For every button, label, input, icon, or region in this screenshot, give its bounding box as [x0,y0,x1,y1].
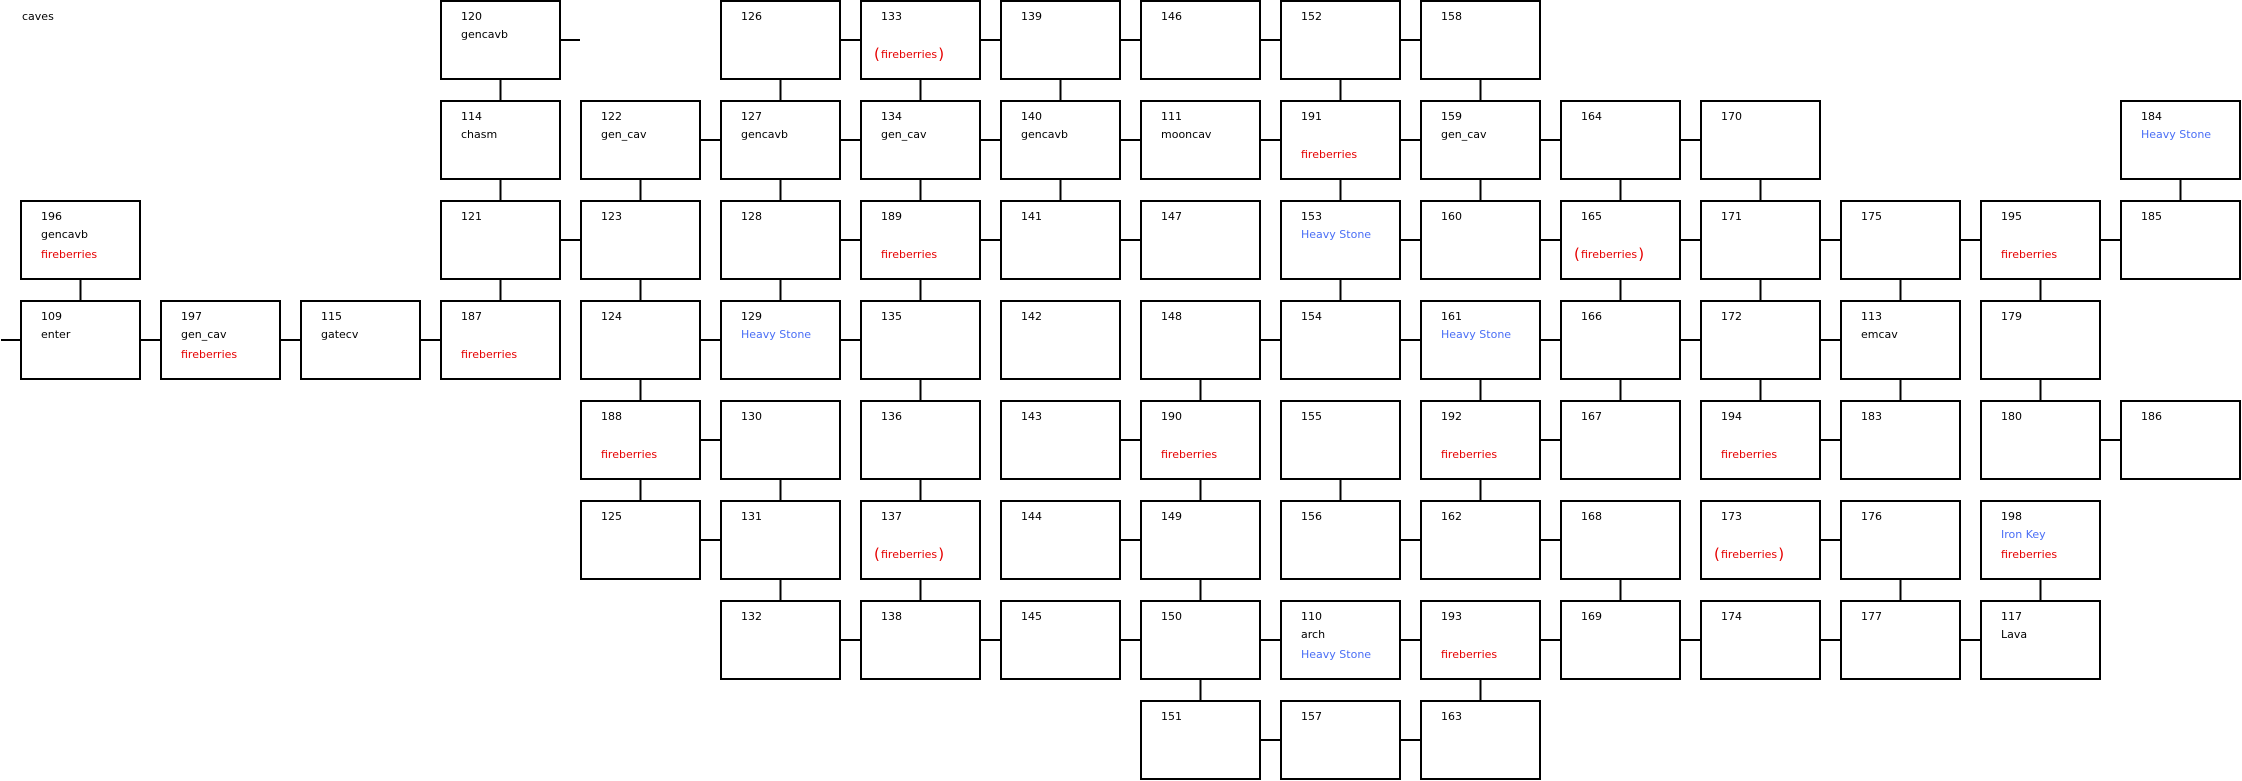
room-number: 135 [881,310,902,323]
room-type-label: gen_cav [1441,128,1487,141]
room-146 [1140,0,1261,80]
room-number: 145 [1021,610,1042,623]
key-item-label: Heavy Stone [1301,648,1372,661]
room-160 [1420,200,1541,280]
room-number: 189 [881,210,902,223]
room-183 [1840,400,1961,480]
room-type-label: gen_cav [601,128,647,141]
room-number: 154 [1301,310,1322,323]
item-label: ( fireberries ) [1721,548,1777,561]
room-number: 130 [741,410,762,423]
room-135 [860,300,981,380]
room-type-label: gatecv [321,328,359,341]
room-133 [860,0,981,80]
room-126 [720,0,841,80]
room-number: 159 [1441,110,1462,123]
room-128 [720,200,841,280]
item-label: fireberries [41,248,98,261]
room-151 [1140,700,1261,780]
room-number: 134 [881,110,902,123]
room-number: 127 [741,110,762,123]
room-number: 172 [1721,310,1742,323]
item-label: fireberries [461,348,518,361]
room-184 [2120,100,2241,180]
room-194 [1700,400,1821,480]
room-159 [1420,100,1541,180]
room-142 [1000,300,1121,380]
room-number: 115 [321,310,342,323]
room-number: 147 [1161,210,1182,223]
room-number: 175 [1861,210,1882,223]
item-label: fireberries [2001,248,2058,261]
item-label: ( fireberries ) [1581,248,1637,261]
room-number: 161 [1441,310,1462,323]
room-163 [1420,700,1541,780]
room-139 [1000,0,1121,80]
room-170 [1700,100,1821,180]
room-type-label: gen_cav [181,328,227,341]
room-type-label: gencavb [41,228,89,241]
room-number: 126 [741,10,762,23]
room-type-label: emcav [1861,328,1898,341]
room-number: 141 [1021,210,1042,223]
room-189 [860,200,981,280]
room-number: 186 [2141,410,2162,423]
room-number: 129 [741,310,762,323]
item-label: ( fireberries ) [881,48,937,61]
room-156 [1280,500,1401,580]
room-196 [20,200,141,280]
room-number: 162 [1441,510,1462,523]
room-145 [1000,600,1121,680]
room-type-label: gencavb [461,28,509,41]
item-label: fireberries [1161,448,1218,461]
key-item-label: Heavy Stone [741,328,812,341]
room-number: 153 [1301,210,1322,223]
room-198 [1980,500,2101,580]
room-149 [1140,500,1261,580]
room-157 [1280,700,1401,780]
room-number: 166 [1581,310,1602,323]
room-171 [1700,200,1821,280]
room-109 [20,300,141,380]
room-180 [1980,400,2101,480]
room-number: 137 [881,510,902,523]
room-179 [1980,300,2101,380]
room-121 [440,200,561,280]
room-165 [1560,200,1681,280]
room-185 [2120,200,2241,280]
item-label: fireberries [1721,448,1778,461]
room-number: 155 [1301,410,1322,423]
room-number: 148 [1161,310,1182,323]
room-141 [1000,200,1121,280]
room-number: 158 [1441,10,1462,23]
room-number: 150 [1161,610,1182,623]
room-125 [580,500,701,580]
room-number: 174 [1721,610,1742,623]
room-number: 197 [181,310,202,323]
room-number: 190 [1161,410,1182,423]
room-number: 168 [1581,510,1602,523]
room-124 [580,300,701,380]
room-143 [1000,400,1121,480]
room-number: 113 [1861,310,1882,323]
room-number: 117 [2001,610,2022,623]
room-type-label: gen_cav [881,128,927,141]
room-number: 167 [1581,410,1602,423]
item-label: fireberries [1441,448,1498,461]
room-176 [1840,500,1961,580]
room-number: 124 [601,310,622,323]
room-190 [1140,400,1261,480]
room-number: 193 [1441,610,1462,623]
diagram-title: caves [22,10,54,23]
room-173 [1700,500,1821,580]
room-number: 146 [1161,10,1182,23]
room-number: 149 [1161,510,1182,523]
room-number: 176 [1861,510,1882,523]
room-number: 110 [1301,610,1322,623]
item-label: fireberries [1301,148,1358,161]
room-113 [1840,300,1961,380]
room-123 [580,200,701,280]
item-label: fireberries [181,348,238,361]
room-number: 136 [881,410,902,423]
key-item-label: Heavy Stone [1441,328,1512,341]
room-number: 177 [1861,610,1882,623]
room-114 [440,100,561,180]
room-147 [1140,200,1261,280]
room-132 [720,600,841,680]
room-number: 195 [2001,210,2022,223]
item-label: fireberries [2001,548,2058,561]
room-134 [860,100,981,180]
room-number: 138 [881,610,902,623]
room-193 [1420,600,1541,680]
room-number: 165 [1581,210,1602,223]
room-120 [440,0,561,80]
room-number: 152 [1301,10,1322,23]
item-label: fireberries [601,448,658,461]
room-number: 140 [1021,110,1042,123]
room-167 [1560,400,1681,480]
room-144 [1000,500,1121,580]
room-type-label: arch [1301,628,1326,641]
room-type-label: chasm [461,128,498,141]
room-number: 125 [601,510,622,523]
room-155 [1280,400,1401,480]
room-number: 122 [601,110,622,123]
room-number: 169 [1581,610,1602,623]
room-number: 187 [461,310,482,323]
room-153 [1280,200,1401,280]
room-150 [1140,600,1261,680]
key-item-label: Iron Key [2001,528,2046,541]
room-number: 109 [41,310,62,323]
room-130 [720,400,841,480]
room-187 [440,300,561,380]
room-number: 143 [1021,410,1042,423]
room-number: 131 [741,510,762,523]
room-115 [300,300,421,380]
room-number: 173 [1721,510,1742,523]
room-number: 198 [2001,510,2022,523]
room-164 [1560,100,1681,180]
room-number: 121 [461,210,482,223]
room-type-label: enter [41,328,71,341]
room-117 [1980,600,2101,680]
room-number: 191 [1301,110,1322,123]
room-number: 160 [1441,210,1462,223]
room-110 [1280,600,1401,680]
room-number: 156 [1301,510,1322,523]
room-number: 132 [741,610,762,623]
room-number: 142 [1021,310,1042,323]
room-169 [1560,600,1681,680]
room-type-label: Lava [2001,628,2028,641]
room-191 [1280,100,1401,180]
room-number: 183 [1861,410,1882,423]
room-111 [1140,100,1261,180]
room-number: 164 [1581,110,1602,123]
room-number: 179 [2001,310,2022,323]
room-number: 151 [1161,710,1182,723]
room-number: 163 [1441,710,1462,723]
room-number: 144 [1021,510,1042,523]
room-138 [860,600,981,680]
room-161 [1420,300,1541,380]
room-number: 188 [601,410,622,423]
room-type-label: mooncav [1161,128,1212,141]
room-152 [1280,0,1401,80]
room-number: 157 [1301,710,1322,723]
room-188 [580,400,701,480]
room-174 [1700,600,1821,680]
room-129 [720,300,841,380]
key-item-label: Heavy Stone [2141,128,2212,141]
room-number: 171 [1721,210,1742,223]
room-number: 128 [741,210,762,223]
room-197 [160,300,281,380]
room-131 [720,500,841,580]
room-122 [580,100,701,180]
item-label: fireberries [881,248,938,261]
room-number: 139 [1021,10,1042,23]
room-158 [1420,0,1541,80]
room-number: 196 [41,210,62,223]
room-number: 111 [1161,110,1182,123]
room-number: 185 [2141,210,2162,223]
room-186 [2120,400,2241,480]
room-type-label: gencavb [1021,128,1069,141]
room-number: 123 [601,210,622,223]
room-175 [1840,200,1961,280]
room-number: 133 [881,10,902,23]
room-number: 114 [461,110,482,123]
room-172 [1700,300,1821,380]
room-number: 120 [461,10,482,23]
room-number: 192 [1441,410,1462,423]
item-label: fireberries [1441,648,1498,661]
room-162 [1420,500,1541,580]
room-195 [1980,200,2101,280]
room-177 [1840,600,1961,680]
room-154 [1280,300,1401,380]
item-label: ( fireberries ) [881,548,937,561]
room-number: 194 [1721,410,1742,423]
room-type-label: gencavb [741,128,789,141]
room-168 [1560,500,1681,580]
room-number: 170 [1721,110,1742,123]
key-item-label: Heavy Stone [1301,228,1372,241]
room-number: 180 [2001,410,2022,423]
room-166 [1560,300,1681,380]
room-148 [1140,300,1261,380]
room-136 [860,400,981,480]
room-127 [720,100,841,180]
room-192 [1420,400,1541,480]
room-137 [860,500,981,580]
room-number: 184 [2141,110,2162,123]
room-140 [1000,100,1121,180]
